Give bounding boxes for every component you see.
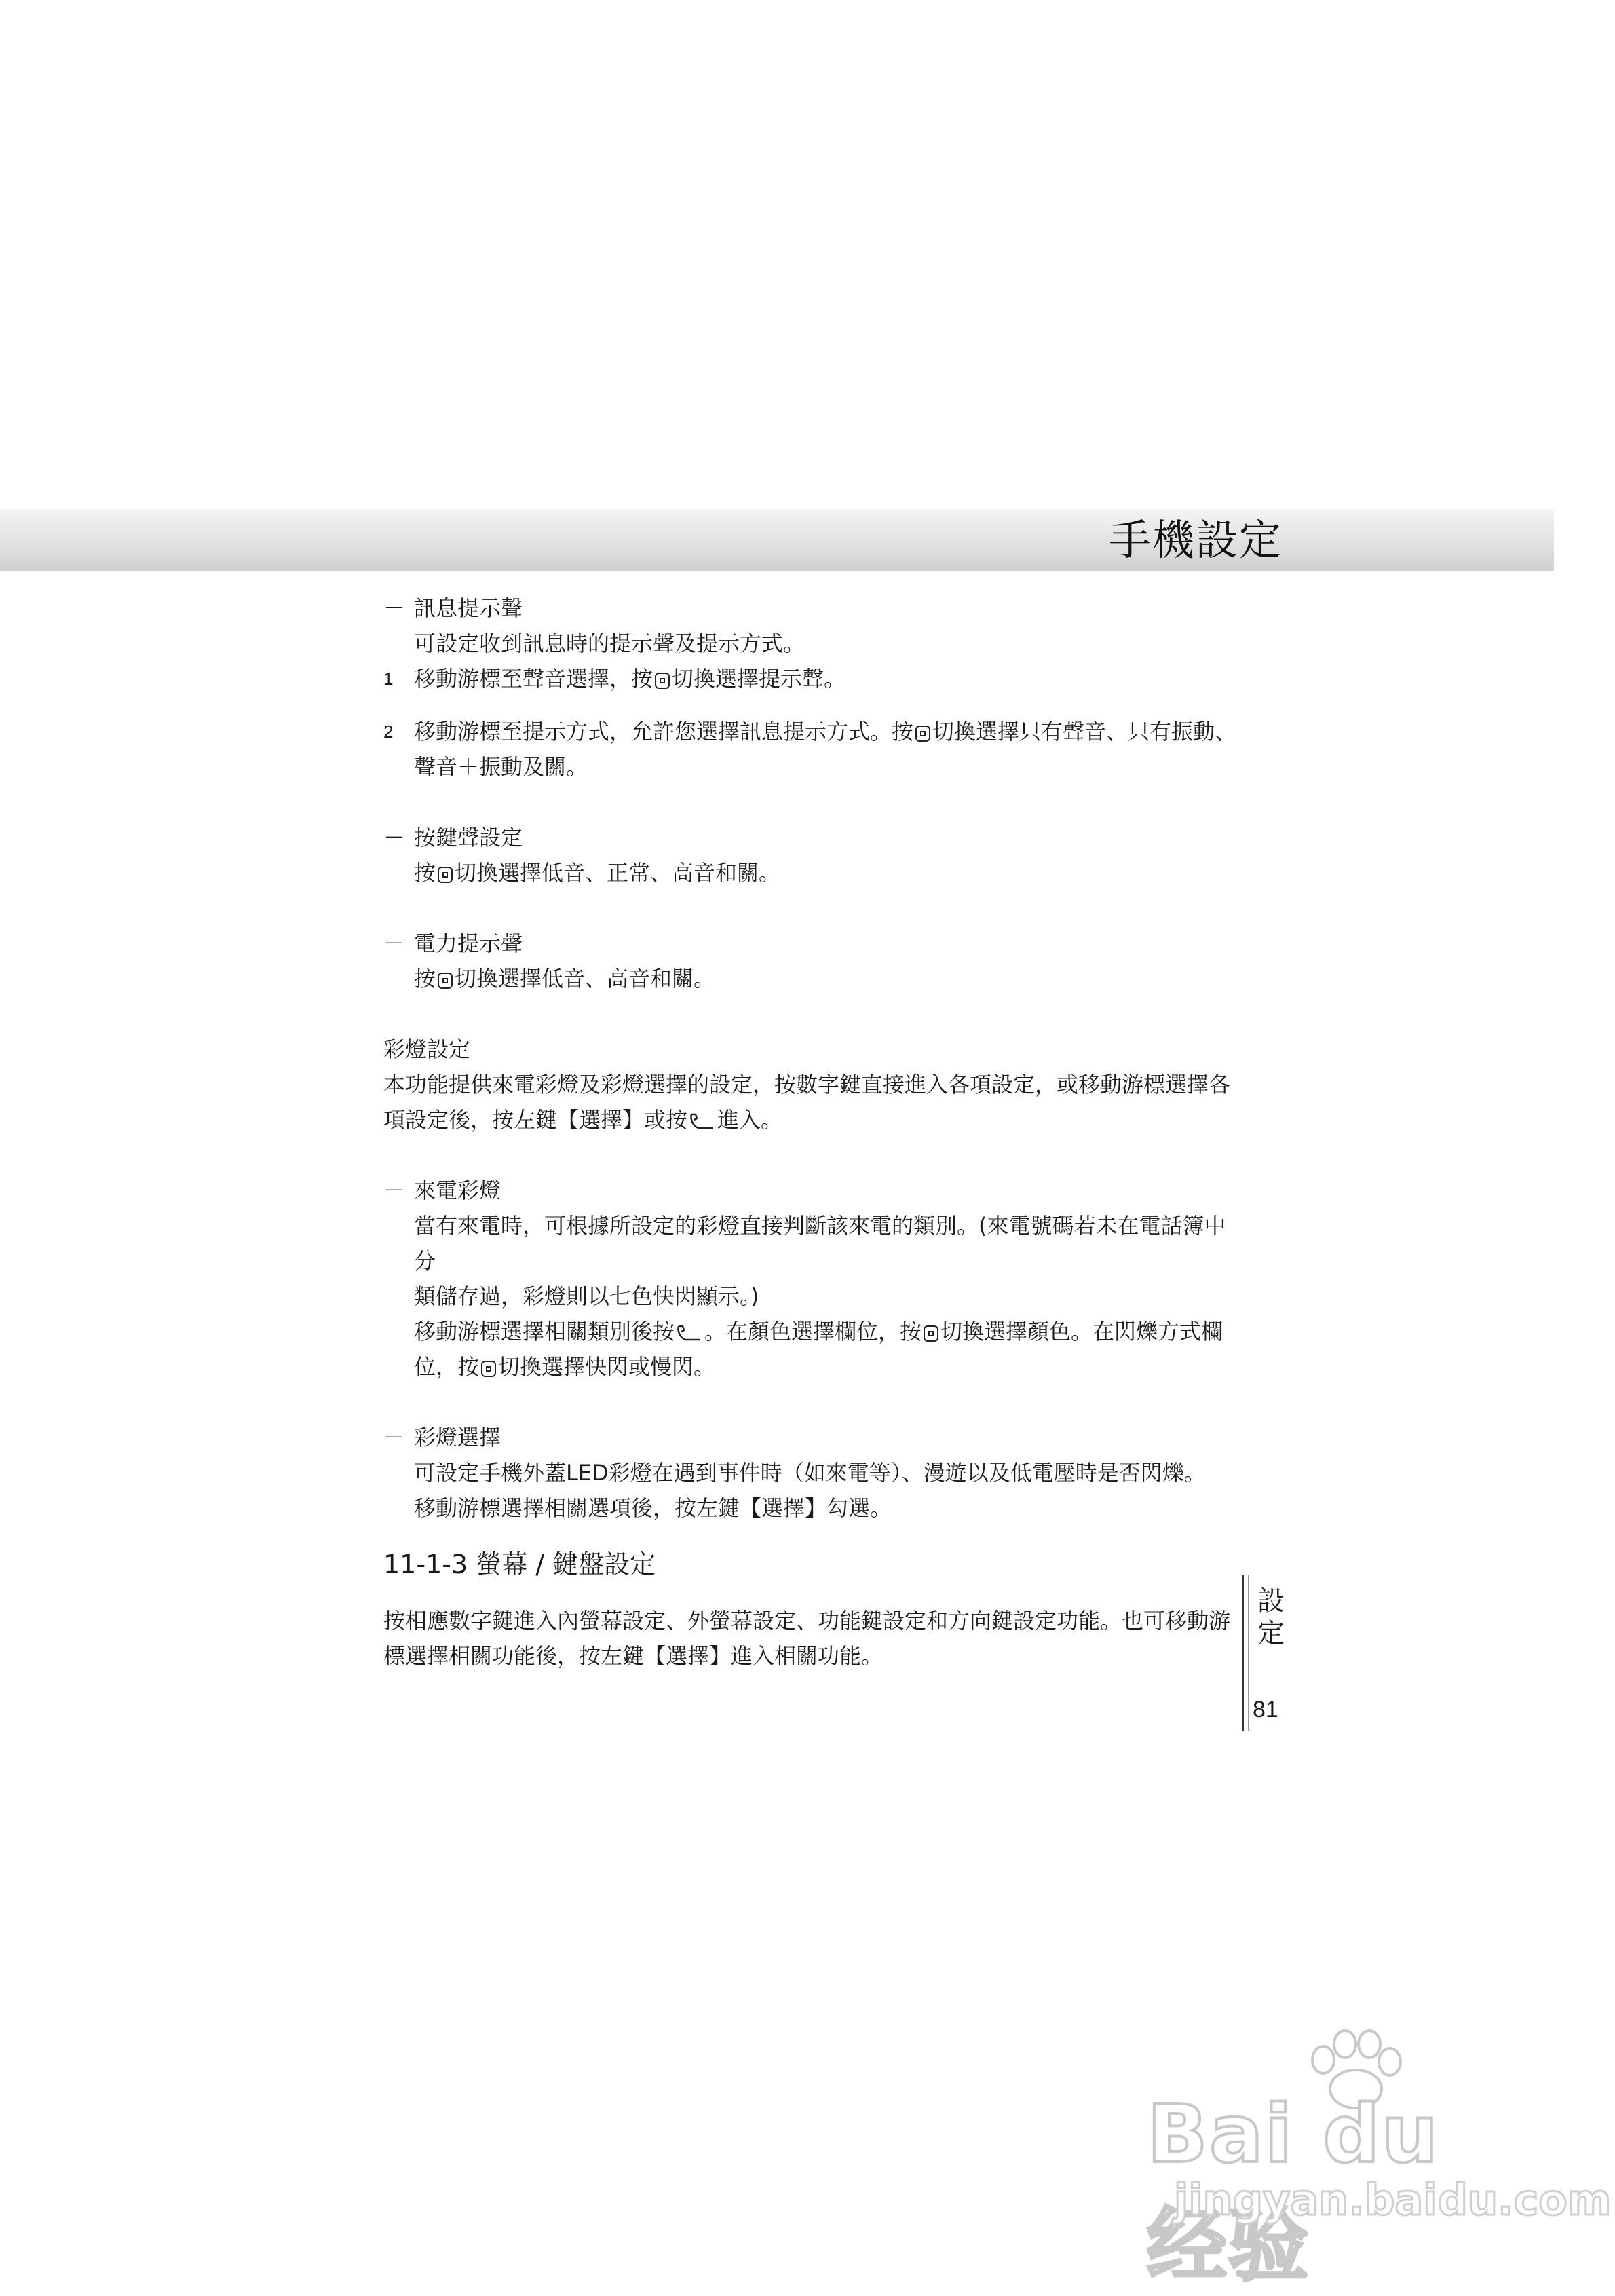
page-title: 手機設定 [1108,515,1282,565]
section-desc: 項設定後，按左鍵【選擇】或按 進入。 [383,1107,783,1133]
section-heading: 11-1-3 螢幕 / 鍵盤設定 [383,1549,656,1579]
section-title: 來電彩燈 [414,1178,501,1203]
step-number: 1 [383,669,394,689]
step-text: 移動游標至聲音選擇，按 切換選擇提示聲。 [414,666,846,692]
section-desc: 本功能提供來電彩燈及彩燈選擇的設定，按數字鍵直接進入各項設定，或移動游標選擇各 [383,1072,1231,1097]
section-desc: 可設定收到訊息時的提示聲及提示方式。 [414,631,805,656]
section-desc: 移動游標選擇相關選項後，按左鍵【選擇】勾選。 [414,1495,892,1521]
section-light-select [383,1420,1238,1526]
dash-bullet: － [383,825,406,850]
section-key-tone [383,820,1238,890]
section-color-light [383,1032,1238,1137]
section-title: 訊息提示聲 [414,595,523,621]
section-desc: 按相應數字鍵進入內螢幕設定、外螢幕設定、功能鍵設定和方向鍵設定功能。也可移動游 [383,1608,1231,1634]
step-text-cont: 聲音＋振動及關。 [414,754,588,780]
ok-key-icon [438,973,453,989]
main-content [383,590,1238,1674]
section-desc: 按 切換選擇低音、高音和關。 [414,966,716,992]
side-chapter-label: 設 定 [1257,1585,1285,1649]
ok-key-icon [655,673,670,689]
step-text: 移動游標至提示方式，允許您選擇訊息提示方式。按 切換選擇只有聲音、只有振動、 [414,719,1237,745]
section-message-tone [383,590,1238,785]
section-title: 電力提示聲 [414,930,523,956]
section-desc: 類儲存過，彩燈則以七色快閃顯示。) [414,1283,759,1309]
dash-bullet: － [383,595,406,621]
section-power-tone [383,926,1238,996]
ok-key-icon [915,726,930,742]
section-desc: 移動游標選擇相關類別後按 。在顏色選擇欄位，按 切換選擇顏色。在閃爍方式欄 [414,1319,1223,1344]
dash-bullet: － [383,930,406,956]
ok-key-icon [481,1361,496,1377]
section-title: 彩燈選擇 [414,1425,501,1450]
watermark-logo: Bai du 经验 [1147,2087,1440,2292]
dash-bullet: － [383,1178,406,1203]
ok-key-icon [924,1325,938,1342]
ok-key-icon [438,867,453,883]
section-title: 彩燈設定 [383,1036,471,1062]
baidu-watermark [1147,2029,1612,2292]
page-number: 81 [1253,1697,1278,1723]
section-screen-keypad [383,1543,1238,1674]
section-desc: 標選擇相關功能後，按左鍵【選擇】進入相關功能。 [383,1643,884,1669]
header-band [0,509,1554,571]
side-tab-bar [1242,1575,1249,1731]
step-number: 2 [383,721,394,742]
call-key-icon [676,1324,703,1343]
section-desc: 按 切換選擇低音、正常、高音和關。 [414,860,781,886]
section-desc: 位，按 切換選擇快閃或慢閃。 [414,1354,716,1380]
section-desc: 可設定手機外蓋LED彩燈在遇到事件時（如來電等）、漫遊以及低電壓時是否閃爍。 [414,1460,1206,1486]
section-desc: 當有來電時，可根據所設定的彩燈直接判斷該來電的類別。(來電號碼若未在電話簿中分 [414,1213,1226,1274]
section-title: 按鍵聲設定 [414,825,523,850]
call-key-icon [689,1112,716,1131]
dash-bullet: － [383,1425,406,1450]
watermark-url: jingyan.baidu.com [1174,2175,1612,2225]
section-incoming-light [383,1173,1238,1385]
